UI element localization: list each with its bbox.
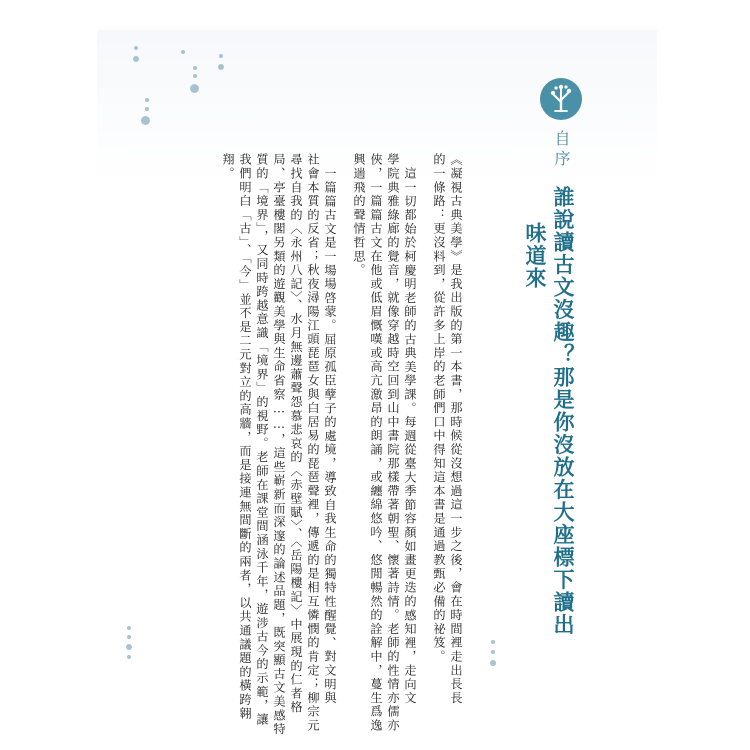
decor-dot	[190, 84, 199, 93]
decor-dot	[145, 98, 149, 102]
body-line: 尋找自我的〈永州八記〉、水月無邊蕭聲怨慕悲哀的〈赤壁賦〉、〈岳陽樓記〉中展現的仁者格	[289, 153, 303, 715]
body-line: 這一切都始於柯慶明老師的古典美學課。每週從臺大季節容顏如畫更迭的感知裡，走向文	[403, 167, 417, 706]
decor-dot	[126, 644, 132, 650]
body-line: 《凝視古典美學》是我出版的第一本書，那時候從沒想過這一步之後，會在時間裡走出長長	[449, 153, 463, 705]
body-line: 局、亭臺樓閣另類的遊觀美學與生命省察……，這些嶄新而深邃的論述品題，既突顯古文美感特	[272, 153, 286, 737]
decor-dot	[490, 660, 496, 666]
decor-dot	[181, 50, 185, 54]
body-line: 一篇篇古文是一場場啓蒙。屈原孤臣孽子的處境，導致自我生命的獨特性醒覺、對文明與	[323, 167, 337, 706]
body-line: 我們明白「古」、「今」並不是二元對立的高牆，而是接連無間斷的兩者，以共通議題的橫跨翱	[238, 153, 252, 721]
decor-dot	[127, 655, 131, 659]
decor-dot	[218, 64, 224, 70]
body-line: 興遄飛的聲情哲思。	[352, 153, 366, 278]
decor-dot	[141, 116, 150, 125]
decor-dot	[127, 635, 131, 639]
decor-dot	[145, 107, 149, 111]
body-line: 翔。	[221, 153, 235, 181]
tree-badge	[540, 78, 582, 120]
page-title-line-1: 誰說讀古文沒趣？那是你沒放在大座標下讀出	[551, 186, 575, 636]
decor-dot	[491, 640, 495, 644]
decor-dot	[134, 46, 138, 50]
body-line: 學院典雅綠廊的覺音，就像穿越時空回到山中書院那樣帶著朝聖、懷著詩情。老師的性情亦儒亦	[386, 153, 400, 733]
decor-dot	[491, 650, 495, 654]
section-label: 自序	[552, 130, 571, 170]
decor-dot	[193, 74, 197, 78]
tree-icon	[540, 78, 582, 120]
body-line: 社會本質的反省；秋夜潯陽江頭琵琶女與白居易的琵琶聲裡，傳遞的是相互憐憫的肯定；柳宗元	[306, 153, 320, 733]
decor-dot	[133, 56, 139, 62]
body-line: 俠，一篇篇古文在他或低眉慨嘆或高亢激昂的朗誦，或纏綿悠吟、悠閒暢然的詮解中，蔓生爲逸	[369, 153, 383, 733]
decor-dot	[219, 54, 223, 58]
decor-dot	[193, 66, 197, 70]
decor-dot	[127, 626, 131, 630]
body-line: 質的「境界」，又同時跨越意識「境界」的視野。老師在課堂間涵泳千年，遊涉古今的示範，讓	[255, 153, 269, 727]
body-line: 的一條路：更沒料到，從許多上岸的老師們口中得知這本書是通過教甄必備的祕笈。	[432, 153, 446, 664]
page-title-line-2: 味道來	[523, 222, 547, 290]
